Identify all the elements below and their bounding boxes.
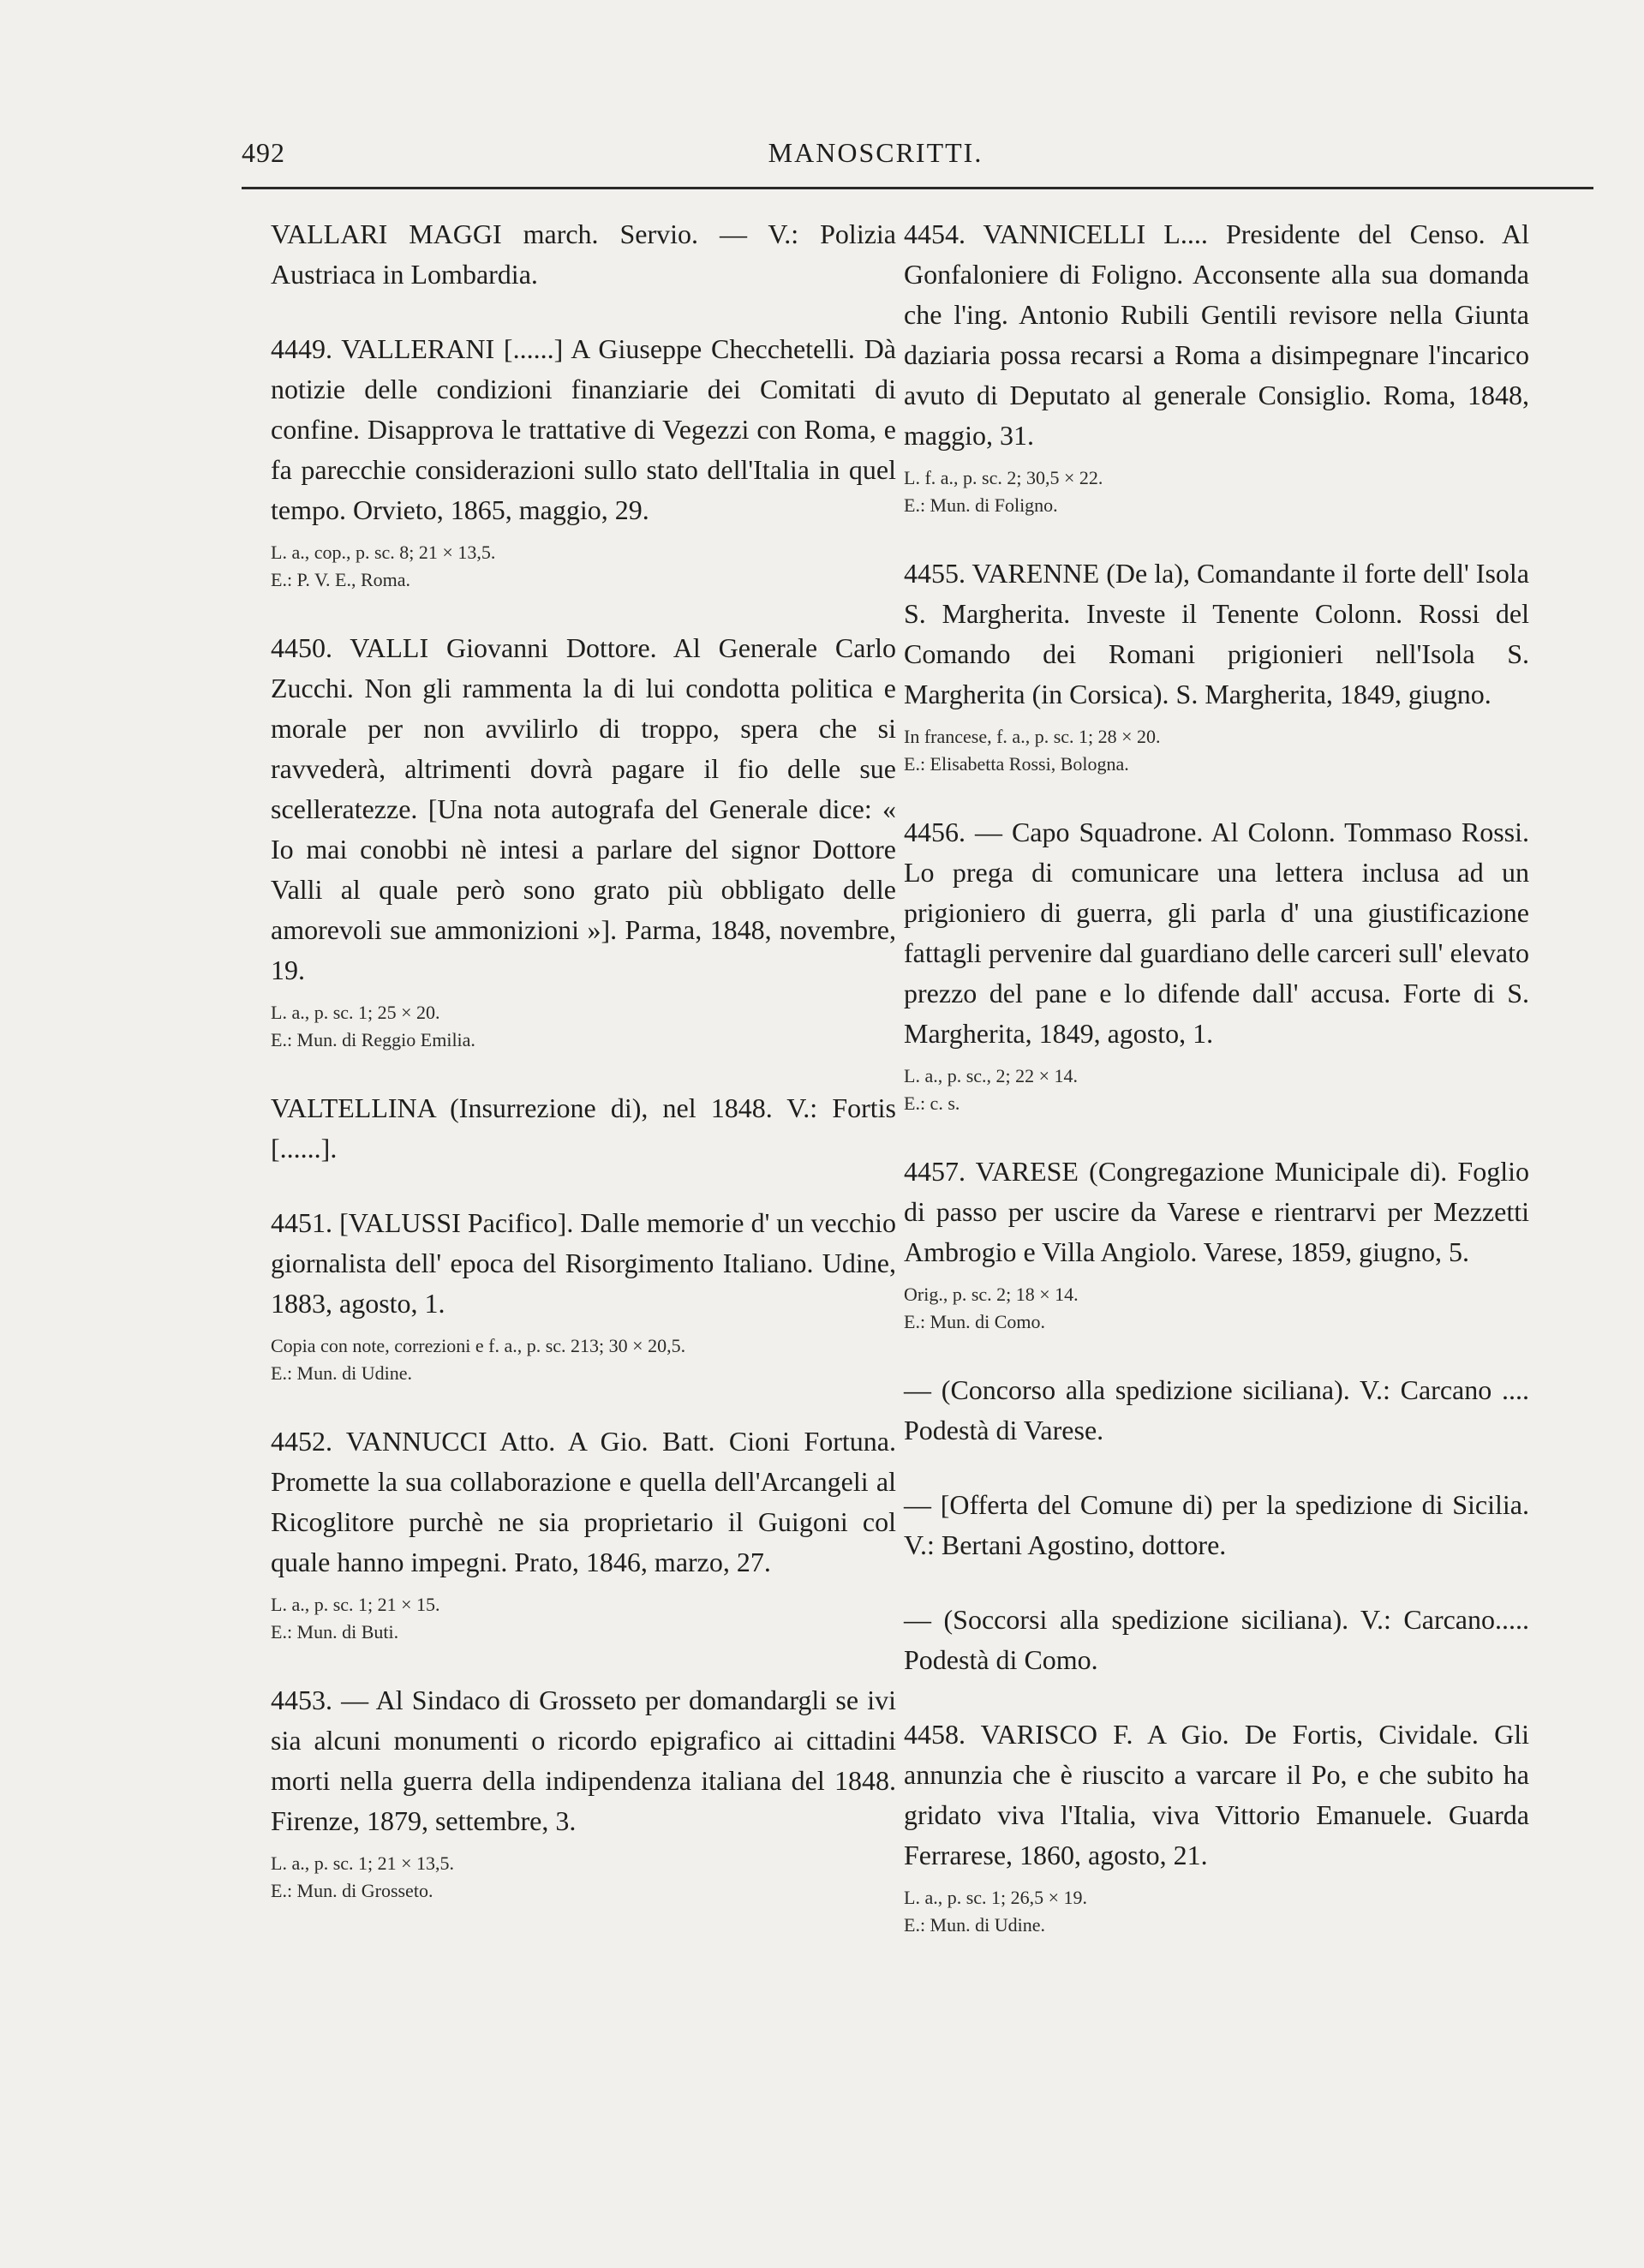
- entry-note: E.: Mun. di Foligno.: [904, 494, 1058, 516]
- entry-note: L. a., p. sc. 1; 26,5 × 19.: [904, 1887, 1088, 1908]
- entry-note: L. a., p. sc. 1; 21 × 13,5.: [271, 1852, 455, 1874]
- entry-note: L. a., p. sc. 1; 25 × 20.: [271, 1002, 440, 1023]
- running-title: MANOSCRITTI.: [768, 137, 983, 168]
- entry-note: E.: P. V. E., Roma.: [271, 569, 410, 590]
- entry-text: VALLARI MAGGI march. Servio. — V.: Polizia Austriaca in Lombardia.: [271, 218, 896, 290]
- entry-note: E.: c. s.: [904, 1092, 960, 1114]
- catalog-entry: [904, 554, 1529, 778]
- entry-note: L. a., p. sc., 2; 22 × 14.: [904, 1065, 1079, 1086]
- entry-note: L. f. a., p. sc. 2; 30,5 × 22.: [904, 467, 1103, 488]
- catalog-entry: [271, 628, 896, 1054]
- entry-notes: [271, 1332, 896, 1387]
- entry-note: In francese, f. a., p. sc. 1; 28 × 20.: [904, 726, 1161, 747]
- entry-text: — (Soccorsi alla spedizione siciliana). V.: Carcano..... Podestà di Como.: [904, 1604, 1529, 1675]
- entry-note: E.: Mun. di Udine.: [904, 1914, 1045, 1936]
- entry-text: 4457. VARESE (Congregazione Municipale di). Foglio di passo per uscire da Varese e rientrarvi per Mezzetti Ambrogio e Villa Angiolo. Varese, 1859, giugno, 5.: [904, 1156, 1529, 1267]
- entry-text: 4451. [VALUSSI Pacifico]. Dalle memorie d' un vecchio giornalista dell' epoca del Risorgimento Italiano. Udine, 1883, agosto, 1.: [271, 1207, 896, 1319]
- catalog-entry: [904, 1485, 1529, 1565]
- catalog-entry: [271, 214, 896, 295]
- catalog-entry: [271, 1203, 896, 1387]
- entry-note: Orig., p. sc. 2; 18 × 14.: [904, 1284, 1079, 1305]
- catalog-entry: [904, 214, 1529, 519]
- entry-text: — (Concorso alla spedizione siciliana). V.: Carcano .... Podestà di Varese.: [904, 1374, 1529, 1445]
- entry-notes: [271, 999, 896, 1054]
- entry-text: 4449. VALLERANI [......] A Giuseppe Checchetelli. Dà notizie delle condizioni finanziarie dei Comitati di confine. Disapprova le trattative di Vegezzi con Roma, e fa parecchie considerazioni sullo stato dell'Italia in quel tempo. Orvieto, 1865, maggio, 29.: [271, 333, 896, 525]
- right-column: [904, 214, 1529, 1973]
- entry-notes: [904, 1062, 1529, 1117]
- entry-notes: [271, 1850, 896, 1905]
- entry-text: 4452. VANNUCCI Atto. A Gio. Batt. Cioni Fortuna. Promette la sua collaborazione e quella dell'Arcangeli al Ricoglitore purchè ne sia proprietario il Guigoni col quale hanno impegni. Prato, 1846, marzo, 27.: [271, 1426, 896, 1577]
- entry-notes: [904, 1281, 1529, 1336]
- catalog-entry: [904, 1714, 1529, 1939]
- catalog-entry: [271, 1421, 896, 1646]
- entry-notes: [904, 1884, 1529, 1939]
- entry-note: E.: Mun. di Grosseto.: [271, 1880, 433, 1901]
- entry-text: 4455. VARENNE (De la), Comandante il forte dell' Isola S. Margherita. Investe il Tenente Colonn. Rossi del Comando dei Romani prigionieri nell'Isola S. Margherita (in Corsica). S. Margherita, 1849, giugno.: [904, 558, 1529, 709]
- catalog-entry: [271, 329, 896, 594]
- header-rule: [242, 187, 1593, 189]
- catalog-entry: [271, 1680, 896, 1905]
- catalog-entry: [904, 1152, 1529, 1336]
- entry-text: — [Offerta del Comune di) per la spedizione di Sicilia. V.: Bertani Agostino, dottore.: [904, 1489, 1529, 1560]
- entry-notes: [271, 539, 896, 594]
- entry-notes: [904, 723, 1529, 778]
- entry-text: 4456. — Capo Squadrone. Al Colonn. Tommaso Rossi. Lo prega di comunicare una lettera inclusa ad un prigioniero di guerra, gli parla d' una giustificazione fattagli pervenire dal guardiano delle carceri sull' elevato prezzo del pane e lo difende dall' accusa. Forte di S. Margherita, 1849, agosto, 1.: [904, 817, 1529, 1049]
- entry-note: E.: Elisabetta Rossi, Bologna.: [904, 753, 1129, 775]
- catalog-entry: [904, 1370, 1529, 1451]
- catalog-entry: [271, 1088, 896, 1169]
- entry-note: L. a., cop., p. sc. 8; 21 × 13,5.: [271, 542, 496, 563]
- catalog-entry: [904, 1600, 1529, 1680]
- entry-text: VALTELLINA (Insurrezione di), nel 1848. V.: Fortis [......].: [271, 1092, 896, 1164]
- entry-text: 4458. VARISCO F. A Gio. De Fortis, Cividale. Gli annunzia che è riuscito a varcare il Po, e che subito ha gridato viva l'Italia, viva Vittorio Emanuele. Guarda Ferrarese, 1860, agosto, 21.: [904, 1719, 1529, 1870]
- entry-notes: [904, 464, 1529, 519]
- catalog-entry: [904, 812, 1529, 1117]
- entry-text: 4454. VANNICELLI L.... Presidente del Censo. Al Gonfaloniere di Foligno. Acconsente alla sua domanda che l'ing. Antonio Rubili Gentili revisore nella Giunta daziaria possa recarsi a Roma a disimpegnare l'incarico avuto di Deputato al generale Consiglio. Roma, 1848, maggio, 31.: [904, 218, 1529, 451]
- entry-note: E.: Mun. di Reggio Emilia.: [271, 1029, 475, 1050]
- entry-note: L. a., p. sc. 1; 21 × 15.: [271, 1594, 440, 1615]
- page-number: 492: [242, 137, 285, 168]
- page-header: [242, 137, 1509, 189]
- entry-note: E.: Mun. di Udine.: [271, 1362, 412, 1384]
- entry-note: E.: Mun. di Buti.: [271, 1621, 399, 1643]
- entry-note: E.: Mun. di Como.: [904, 1311, 1046, 1332]
- entry-note: Copia con note, correzioni e f. a., p. sc. 213; 30 × 20,5.: [271, 1335, 686, 1356]
- entry-notes: [271, 1591, 896, 1646]
- entry-text: 4453. — Al Sindaco di Grosseto per domandargli se ivi sia alcuni monumenti o ricordo epigrafico ai cittadini morti nella guerra della indipendenza italiana del 1848. Firenze, 1879, settembre, 3.: [271, 1685, 896, 1836]
- left-column: [271, 214, 896, 1939]
- entry-text: 4450. VALLI Giovanni Dottore. Al Generale Carlo Zucchi. Non gli rammenta la di lui condotta politica e morale per non avvilirlo di troppo, spera che si ravvederà, altrimenti dovrà pagare il fio delle sue scelleratezze. [Una nota autografa del Generale dice: « Io mai conobbi nè intesi a parlare del signor Dottore Valli al quale però sono grato più obbligato delle amorevoli sue ammonizioni »]. Parma, 1848, novembre, 19.: [271, 632, 896, 985]
